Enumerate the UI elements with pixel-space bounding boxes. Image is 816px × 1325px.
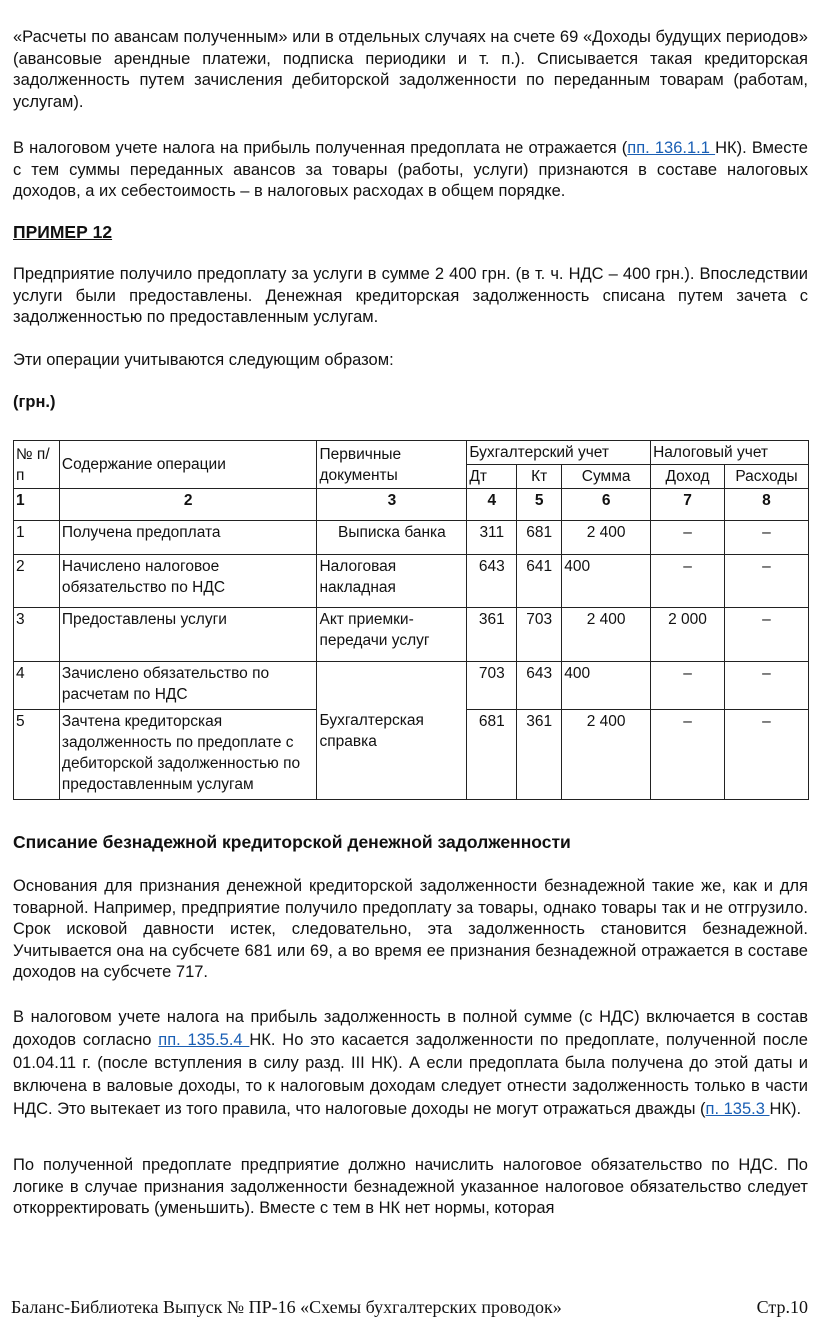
row-sum: 2 400	[562, 710, 651, 800]
table-header-row	[14, 441, 809, 465]
table-row	[14, 608, 809, 662]
row-doc: Акт приемки-передачи услуг	[317, 608, 467, 662]
header-docs: Первичные документы	[317, 441, 467, 489]
col-number: 5	[517, 489, 562, 521]
row-sum: 400	[562, 662, 651, 710]
table-row	[14, 521, 809, 555]
header-dt: Дт	[467, 465, 517, 489]
row-sum: 2 400	[562, 608, 651, 662]
row-num: 4	[14, 662, 60, 710]
link-pp-135-5-4[interactable]: пп. 135.5.4	[158, 1031, 250, 1049]
footer-page-number: Стр.10	[756, 1297, 808, 1317]
link-p-135-3[interactable]: п. 135.3	[705, 1100, 770, 1118]
row-income: –	[651, 662, 725, 710]
header-sum: Сумма	[562, 465, 651, 489]
row-income: –	[651, 521, 725, 555]
header-num: № п/п	[14, 441, 60, 489]
col-number: 6	[562, 489, 651, 521]
profit-part-2: НК. Но это касается задолженности по предоплате, полученной после 01.04.11 г. (после вступления в силу разд. III НК). А если предоплата была получена до этой даты и включена в валовые доходы, то к налоговым доходам следует отнести задолженность только в части НДС. Это вытекает из того правила, что налоговые доходы не могут отражаться дважды (	[13, 1031, 808, 1118]
row-expense: –	[724, 555, 808, 608]
row-num: 2	[14, 555, 60, 608]
section-heading: Списание безнадежной кредиторской денежной задолженности	[13, 832, 571, 852]
row-kt: 643	[517, 662, 562, 710]
table-row	[14, 555, 809, 608]
row-doc: Налоговая накладная	[317, 555, 467, 608]
row-kt: 703	[517, 608, 562, 662]
header-content: Содержание операции	[59, 441, 317, 489]
row-expense: –	[724, 608, 808, 662]
row-sum: 2 400	[562, 521, 651, 555]
tax-accounting-paragraph	[13, 138, 808, 203]
intro-paragraph: «Расчеты по авансам полученным» или в отдельных случаях на счете 69 «Доходы будущих периодов» (авансовые арендные платежи, подписка периодики и т. п.). Списывается такая кредиторская задолженность путем зачисления дебиторской задолженности по переданным товарам (работам, услугам).	[13, 28, 808, 111]
row-content: Начислено налоговое обязательство по НДС	[59, 555, 317, 608]
row-num: 3	[14, 608, 60, 662]
row-expense: –	[724, 710, 808, 800]
header-tax: Налоговый учет	[651, 441, 809, 465]
col-number: 8	[724, 489, 808, 521]
row-num: 5	[14, 710, 60, 800]
row-expense: –	[724, 521, 808, 555]
row-content: Предоставлены услуги	[59, 608, 317, 662]
row-content: Зачтена кредиторская задолженность по предоплате с дебиторской задолженностью по предоставленным услугам	[59, 710, 317, 800]
example-heading: ПРИМЕР 12	[13, 222, 113, 242]
link-pp-136-1-1[interactable]: пп. 136.1.1	[627, 139, 716, 157]
row-income: –	[651, 710, 725, 800]
tax-paragraph-before: В налоговом учете налога на прибыль полученная предоплата не отражается (	[13, 139, 628, 157]
row-doc: Бухгалтерская справка	[317, 662, 467, 800]
grounds-paragraph: Основания для признания денежной кредиторской задолженности безнадежной такие же, как и для товарной. Например, предприятие получило предоплату за товары, однако товары так и не отгрузило. Срок исковой давности истек, следовательно, эта задолженность становится безнадежной. Учитывается она на субсчете 681 или 69, а во время ее признания безнадежной отражается в составе доходов на субсчете 717.	[13, 877, 808, 981]
col-number: 1	[14, 489, 60, 521]
row-content: Зачислено обязательство по расчетам по НДС	[59, 662, 317, 710]
header-expense: Расходы	[724, 465, 808, 489]
row-income: –	[651, 555, 725, 608]
header-accounting: Бухгалтерский учет	[467, 441, 651, 465]
tax-paragraph-after: НК). Вместе с тем суммы переданных авансов за товары (работы, услуги) признаются в составе налоговых доходов, а их себестоимость – в налоговых расходах в общем порядке.	[13, 139, 808, 200]
operations-table	[13, 440, 809, 800]
table-row	[14, 662, 809, 710]
row-kt: 681	[517, 521, 562, 555]
profit-part-3: НК).	[769, 1100, 802, 1118]
row-expense: –	[724, 662, 808, 710]
profit-part-1: В налоговом учете налога на прибыль задолженность в полной сумме (с НДС) включается в состав доходов согласно	[13, 1008, 808, 1049]
example-text: Предприятие получило предоплату за услуги в сумме 2 400 грн. (в т. ч. НДС – 400 грн.). Впоследствии услуги были предоставлены. Денежная кредиторская задолженность списана путем зачета с задолженностью по предоставленным услугам.	[13, 265, 808, 326]
row-num: 1	[14, 521, 60, 555]
profit-tax-paragraph	[13, 1006, 808, 1121]
column-number-row	[14, 489, 809, 521]
row-doc: Выписка банка	[317, 521, 467, 555]
footer-publication: Баланс-Библиотека Выпуск № ПР-16 «Схемы бухгалтерских проводок»	[11, 1297, 562, 1317]
row-dt: 703	[467, 662, 517, 710]
vat-paragraph: По полученной предоплате предприятие должно начислить налоговое обязательство по НДС. По логике в случае признания задолженности безнадежной указанное налоговое обязательство следует откорректировать (уменьшить). Вместе с тем в НК нет нормы, которая	[13, 1156, 808, 1217]
col-number: 4	[467, 489, 517, 521]
header-kt: Кт	[517, 465, 562, 489]
operations-intro: Эти операции учитываются следующим образом:	[13, 351, 394, 369]
row-dt: 643	[467, 555, 517, 608]
row-dt: 361	[467, 608, 517, 662]
col-number: 2	[59, 489, 317, 521]
row-dt: 681	[467, 710, 517, 800]
page-footer	[11, 1297, 808, 1318]
row-income: 2 000	[651, 608, 725, 662]
header-income: Доход	[651, 465, 725, 489]
col-number: 3	[317, 489, 467, 521]
row-sum: 400	[562, 555, 651, 608]
col-number: 7	[651, 489, 725, 521]
row-kt: 361	[517, 710, 562, 800]
row-content: Получена предоплата	[59, 521, 317, 555]
row-kt: 641	[517, 555, 562, 608]
unit-label: (грн.)	[13, 393, 56, 411]
row-dt: 311	[467, 521, 517, 555]
